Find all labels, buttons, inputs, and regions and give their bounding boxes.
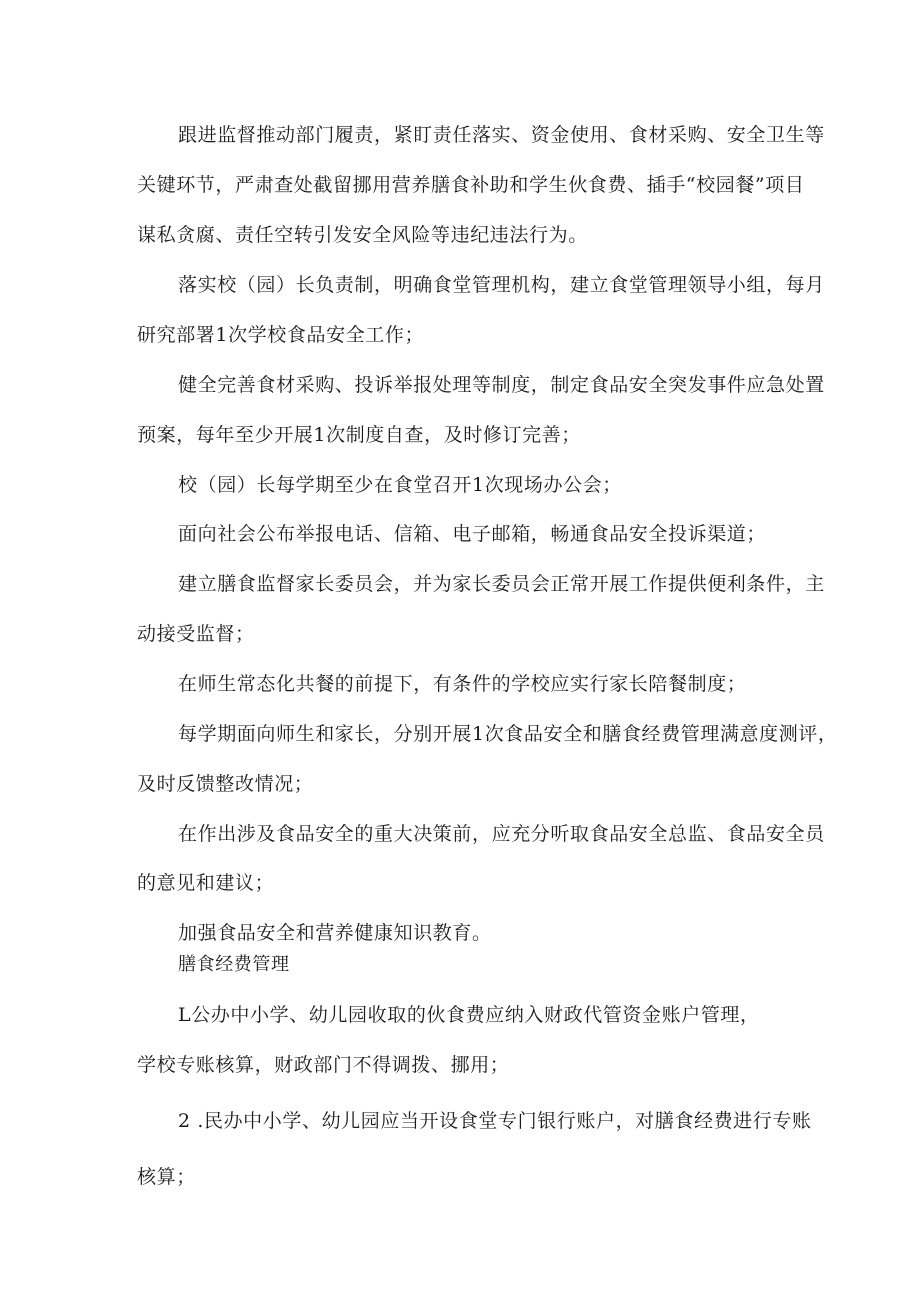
paragraph-line: L公办中小学、幼儿园收取的伙食费应纳入财政代管资金账户管理， [178,1004,760,1026]
paragraph-line: 每学期面向师生和家长，分别开展1次食品安全和膳食经费管理满意度测评， [178,723,838,745]
paragraph-line: 预案，每年至少开展1次制度自查，及时修订完善； [137,424,581,446]
section-heading: 膳食经费管理 [178,954,290,975]
paragraph-line: 研究部署1次学校食品安全工作； [137,324,425,346]
paragraph-line: 关键环节，严肃查处截留挪用营养膳食补助和学生伙食费、插手“校园餐”项目 [137,174,805,196]
paragraph-line: 面向社会公布举报电话、信箱、电子邮箱，畅通食品安全投诉渠道； [178,523,767,545]
paragraph-line: 谋私贪腐、责任空转引发安全风险等违纪违法行为。 [137,224,588,246]
paragraph-line: 在作出涉及食品安全的重大决策前，应充分听取食品安全总监、食品安全员 [178,823,825,845]
paragraph-line: 加强食品安全和营养健康知识教育。 [178,922,492,944]
paragraph-line: 跟进监督推动部门履责，紧盯责任落实、资金使用、食材采购、安全卫生等 [178,124,825,146]
paragraph-line: 学校专账核算，财政部门不得调拨、挪用； [137,1054,510,1076]
paragraph-line: 2 .民办中小学、幼儿园应当开设食堂专门银行账户，对膳食经费进行专账 [178,1110,812,1132]
paragraph-line: 在师生常态化共餐的前提下，有条件的学校应实行家长陪餐制度； [178,673,747,695]
paragraph-line: 健全完善食材采购、投诉举报处理等制度，制定食品安全突发事件应急处置 [178,374,825,396]
paragraph-line: 落实校（园）长负责制，明确食堂管理机构，建立食堂管理领导小组，每月 [178,274,825,296]
paragraph-line: 的意见和建议； [137,872,275,894]
paragraph-line: 建立膳食监督家长委员会，并为家长委员会正常开展工作提供便利条件，主 [178,573,825,595]
paragraph-line: 核算； [137,1166,196,1188]
paragraph-line: 及时反馈整改情况； [137,773,314,795]
paragraph-line: 校（园）长每学期至少在食堂召开1次现场办公会； [178,474,622,496]
paragraph-line: 动接受监督； [137,623,255,645]
